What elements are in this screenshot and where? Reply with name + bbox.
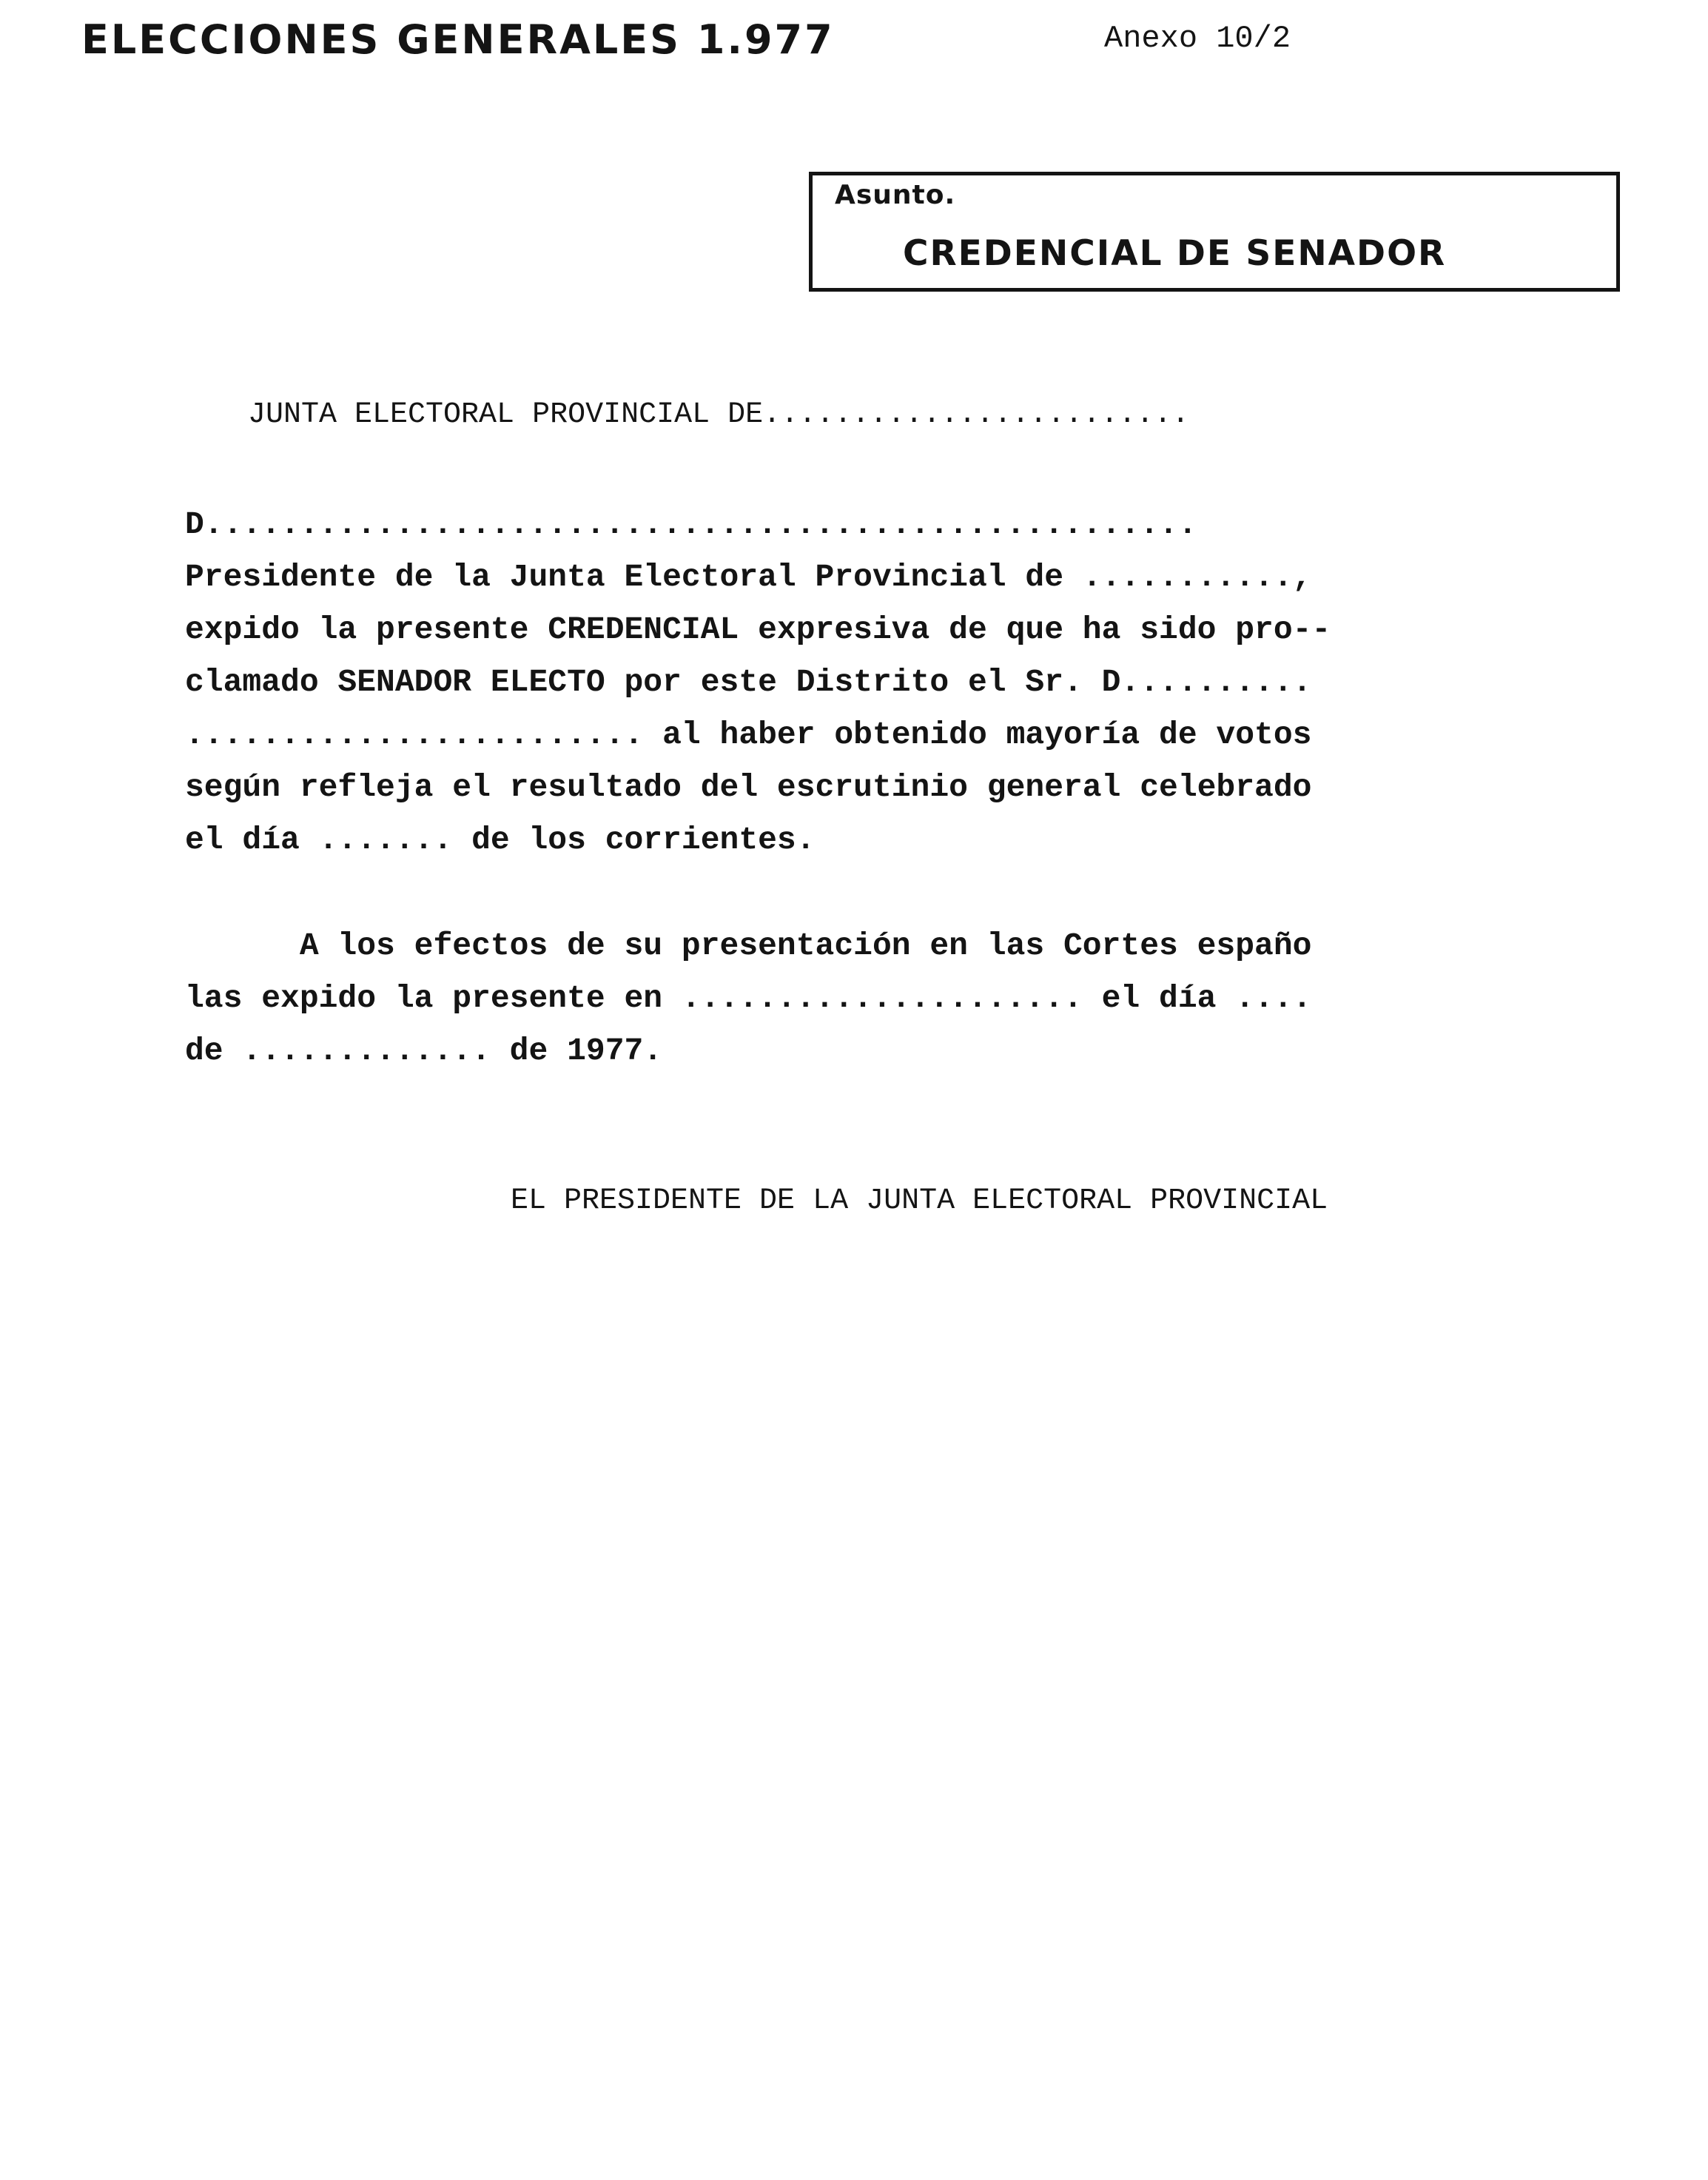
junta-heading: JUNTA ELECTORAL PROVINCIAL DE........................ xyxy=(248,398,1190,432)
paragraph2-line: A los efectos de su presentación en las Cortes españo xyxy=(185,928,1312,964)
paragraph1-line: Presidente de la Junta Electoral Provincial de ..........., xyxy=(185,559,1312,595)
paragraph2-line: las expido la presente en ..................... el día .... xyxy=(185,980,1312,1016)
paragraph2-line: de ............. de 1977. xyxy=(185,1033,663,1069)
paragraph1-line: el día ....... de los corrientes. xyxy=(185,822,816,858)
paragraph1-line: clamado SENADOR ELECTO por este Distrito el Sr. D.......... xyxy=(185,664,1312,700)
subject-value: CREDENCIAL DE SENADOR xyxy=(903,233,1447,274)
annex-reference: Anexo 10/2 xyxy=(1104,21,1291,56)
paragraph1-line: D.................................................... xyxy=(185,506,1197,543)
subject-box xyxy=(809,172,1620,292)
signature-line: EL PRESIDENTE DE LA JUNTA ELECTORAL PROVINCIAL xyxy=(511,1184,1328,1218)
subject-label: Asunto. xyxy=(835,180,956,210)
paragraph1-line: expido la presente CREDENCIAL expresiva de que ha sido pro-- xyxy=(185,611,1331,648)
paragraph1-line: ........................ al haber obtenido mayoría de votos xyxy=(185,717,1312,753)
document-header-title: ELECCIONES GENERALES 1.977 xyxy=(81,16,835,63)
paragraph1-line: según refleja el resultado del escrutinio general celebrado xyxy=(185,769,1312,805)
